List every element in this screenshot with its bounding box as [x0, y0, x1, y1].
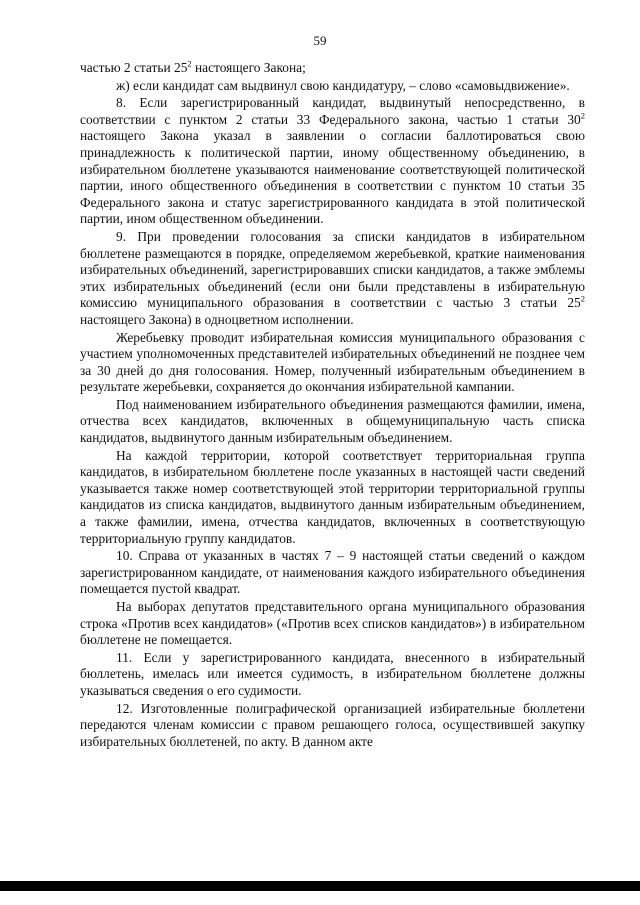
text-segment: частью 2 статьи 25 [80, 60, 188, 75]
paragraph-p3 [80, 229, 585, 329]
paragraph-p4 [80, 330, 585, 396]
page-number: 59 [313, 33, 327, 48]
text-segment: 12. Изготовленные полиграфической организацией избирательные бюллетени передаются членам комиссии с правом решающего голоса, осуществившей закупку избирательных бюллетеней, по акту. В данном акте [80, 700, 585, 749]
superscript: 2 [580, 293, 585, 304]
text-segment: настоящего Закона; [191, 60, 306, 75]
text-segment: На каждой территории, которой соответствует территориальная группа кандидатов, в избирательном бюллетене после указанных в настоящей части сведений указывается также номер соответствующей этой территории территориальной группы кандидатов из списка кандидатов, выдвинутого данным избирательным объединением, а также фамилии, имена, отчества кандидатов, включенных в соответствующую территориальную группу кандидатов. [80, 447, 585, 546]
text-segment: 8. Если зарегистрированный кандидат, выдвинутый непосредственно, в соответствии с пунктом 2 статьи 33 Федерального закона, частью 1 статьи 30 [80, 95, 585, 127]
text-segment: настоящего Закона указал в заявлении о согласии баллотироваться свою принадлежность к политической партии, иному общественному объединению, в избирательном бюллетене указываются наименование соответствующей политической партии, иного общественного объединения в соответствии с пунктом 10 статьи 35 Федерального закона и статус зарегистрированного кандидата в этой политической партии, ином общественном объединении. [80, 128, 585, 227]
paragraph-p5 [80, 397, 585, 447]
paragraph-p1 [80, 78, 585, 95]
paragraph-p9 [80, 650, 585, 700]
document-body [80, 60, 585, 750]
text-segment: настоящего Закона) в одноцветном исполнении. [80, 311, 354, 327]
paragraph-p6 [80, 448, 585, 548]
superscript: 2 [187, 58, 192, 69]
text-segment: ж) если кандидат сам выдвинул свою кандидатуру, – слово «самовыдвижение». [116, 77, 570, 93]
text-segment: На выборах депутатов представительного органа муниципального образования строка «Против всех кандидатов» («Против всех списков кандидатов») в избирательном бюллетене не помещается. [80, 599, 585, 648]
text-segment: Жеребьевку проводит избирательная комиссия муниципального образования с участием уполномоченных представителей избирательных объединений не позднее чем за 30 дней до дня голосования. Номер, полученный избирательным объединением в результате жеребьевки, сохраняется до окончания избирательной кампании. [80, 329, 585, 395]
text-segment: Под наименованием избирательного объединения размещаются фамилии, имена, отчества всех кандидатов, включенных в общемуниципальную часть списка кандидатов, выдвинутого данным избирательным объединением. [80, 396, 585, 446]
text-segment: 9. При проведении голосования за списки кандидатов в избирательном бюллетене размещаются в порядке, определяемом жеребьевкой, краткие наименования избирательных объединений, зарегистрировавших списки кандидатов, а также эмблемы этих избирательных объединений (если они были представлены в избирательную комиссию муниципального образования в соответствии с частью 3 статьи 25 [80, 228, 585, 311]
paragraph-p0 [80, 60, 585, 77]
paragraph-p8 [80, 599, 585, 649]
paragraph-p2 [80, 95, 585, 228]
text-segment: 11. Если у зарегистрированного кандидата, внесенного в избирательный бюллетень, имелась или имеется судимость, в избирательном бюллетене должны указываться сведения о его судимости. [80, 649, 585, 698]
text-segment: 10. Справа от указанных в частях 7 – 9 настоящей статьи сведений о каждом зарегистрированном кандидате, от наименования каждого избирательного объединения помещается пустой квадрат. [80, 548, 585, 597]
paragraph-p7 [80, 548, 585, 598]
superscript: 2 [580, 110, 585, 121]
paragraph-p10 [80, 701, 585, 751]
scan-edge-bar [0, 881, 640, 891]
